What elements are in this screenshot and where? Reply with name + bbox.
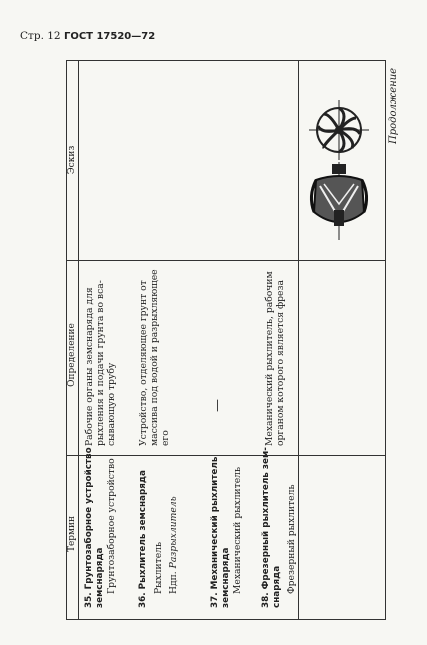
term-name: земснаряда (221, 547, 231, 608)
term-name: 36. Рыхлитель земснаряда (138, 470, 148, 608)
term-row-36 (138, 470, 179, 608)
term-name: снаряда (272, 565, 282, 608)
column-divider-sketch (66, 260, 386, 261)
definition-dash: — (210, 399, 225, 412)
column-header-term: Термин (67, 515, 77, 553)
cutter-side-view (311, 162, 366, 240)
term-synonym: Механический рыхлитель (232, 466, 243, 594)
table-border-top (66, 60, 386, 61)
definition-line: его (160, 430, 171, 446)
page-header (20, 30, 155, 42)
milling-cutter-sketch (294, 100, 384, 240)
definition-line: массива под водой и разрыхляющее (149, 269, 160, 446)
term-name: 37. Механический рыхлитель (210, 456, 220, 608)
term-name: 35. Грунтозаборное устройство (84, 447, 94, 608)
standard-number: ГОСТ 17520—72 (63, 31, 156, 42)
page-number: Стр. 12 (20, 30, 61, 42)
term-synonym: Грунтозаборное устройство (106, 458, 117, 594)
term-row-38 (261, 447, 297, 608)
header-divider (78, 60, 79, 620)
column-header-definition: Определение (67, 323, 77, 387)
term-row-35 (84, 447, 117, 608)
terms-table (66, 60, 399, 620)
definition-row-37 (212, 399, 223, 412)
definition-line: сывающую трубу (106, 362, 117, 446)
term-row-37 (210, 457, 243, 608)
definition-line: Устройство, отделяющее грунт от (138, 280, 149, 446)
table-border-bottom (66, 619, 386, 620)
definition-row-36 (138, 269, 171, 446)
term-name: земснаряда (95, 547, 105, 608)
term-synonym: Фрезерный рыхлитель (286, 484, 297, 594)
term-synonym: Рыхлитель (153, 542, 164, 594)
column-header-sketch: Эскиз (67, 145, 77, 175)
cutter-top-view (309, 100, 369, 160)
term-name: 38. Фрезерный рыхлитель зем- (261, 447, 271, 608)
continued-label: Продолжение (388, 67, 399, 144)
definition-line: Рабочие органы земснаряда для (84, 287, 95, 446)
definition-row-35 (84, 280, 117, 446)
table-border-right (385, 60, 386, 620)
definition-line: органом которого является фреза (275, 280, 286, 446)
term-deprecated: Ндп. Разрыхлитель (168, 496, 179, 594)
definition-line: рыхления и подачи грунта во вса- (95, 280, 106, 446)
definition-line: Механический рыхлитель, рабочим (264, 271, 275, 446)
definition-row-38 (264, 271, 286, 446)
